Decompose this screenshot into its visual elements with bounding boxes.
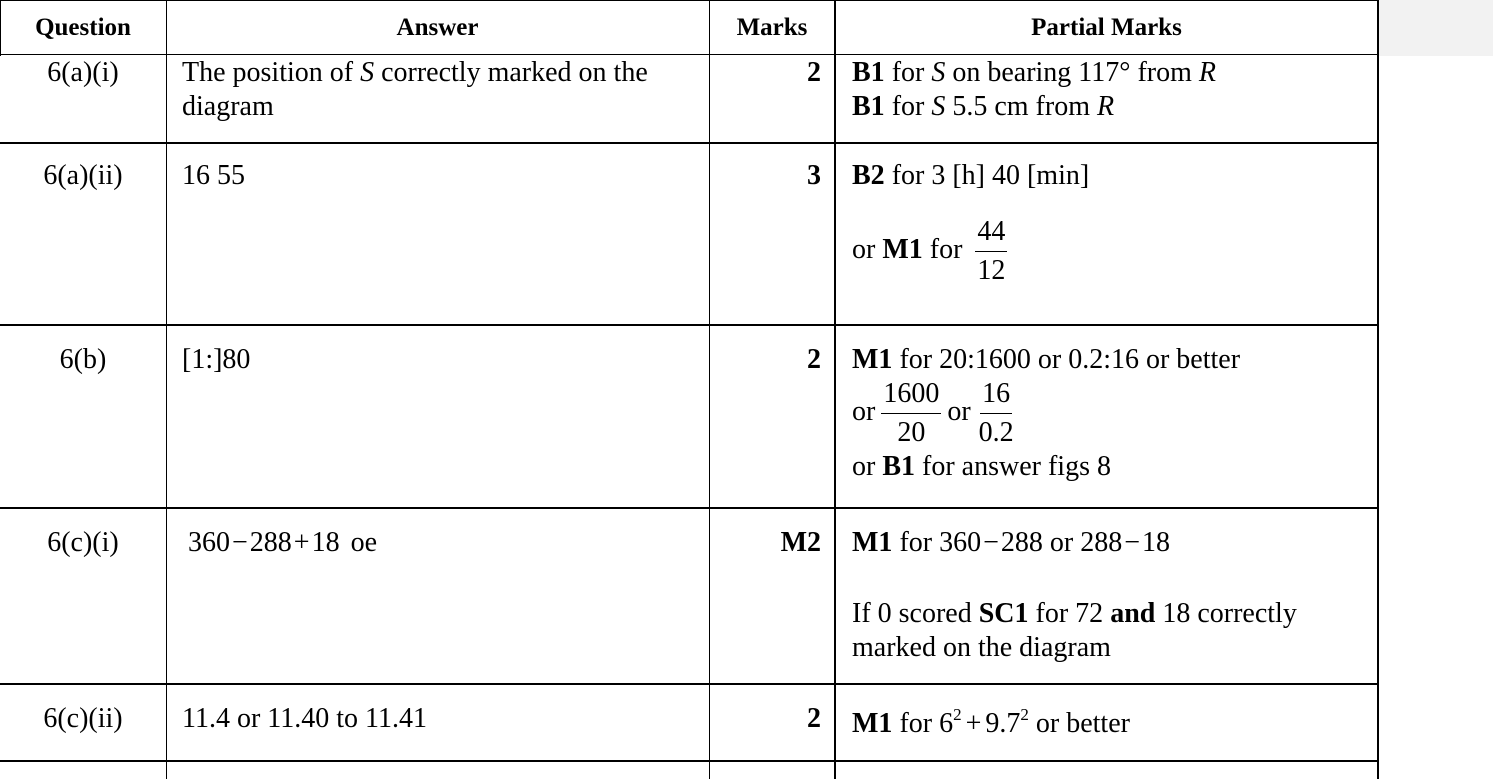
question-number: 6(a)(ii) [43, 160, 123, 191]
partial-marks-cell [852, 159, 1372, 288]
partial-line: or B1 for answer figs 8 [852, 451, 1111, 482]
partial-marks-cell [852, 707, 1372, 741]
partial-marks-cell [852, 526, 1372, 665]
marks-value: M2 [780, 527, 821, 558]
partial-line: B1 for S 5.5 cm from R [852, 91, 1115, 122]
partial-marks-cell [852, 343, 1372, 484]
fraction: $\frac{16}{0.2}$ [978, 378, 1014, 448]
partial-line: B2 for 3 [h] 40 [min] [852, 160, 1090, 191]
partial-line: or $\frac{1600}{20}$ or $\frac{16}{0.2}$ [852, 378, 1014, 448]
partial-line: or M1 for $\frac{44}{12}$ [852, 216, 1006, 286]
answer-cell: The position of S correctly marked on the diagram [182, 57, 648, 122]
question-number: 6(b) [59, 344, 107, 375]
header-answer: Answer [166, 0, 709, 55]
marks-value: 2 [807, 703, 821, 734]
row-divider [0, 760, 1378, 762]
fraction: $\frac{1600}{20}$ [883, 378, 940, 448]
partial-line: M1 for 20:1600 or 0.2:16 or better [852, 344, 1241, 375]
grid-line [834, 0, 836, 779]
partial-line: B1 for S on bearing 117° from R [852, 57, 1216, 88]
grid-line [709, 0, 710, 779]
answer-cell: 360−288+18 oe [188, 527, 378, 558]
partial-marks-cell [852, 56, 1372, 124]
grid-line [0, 0, 1, 56]
fraction: $\frac{44}{12}$ [977, 216, 1006, 286]
answer-cell: [1:]80 [182, 344, 251, 375]
header-partial-marks: Partial Marks [835, 0, 1378, 55]
partial-line: M1 for 360−288 or 288−18 [852, 527, 1171, 558]
grid-line [166, 0, 167, 779]
header-shade [1378, 0, 1493, 56]
row-divider [0, 324, 1378, 326]
marks-value: 2 [807, 57, 821, 88]
grid-line [1377, 0, 1379, 779]
row-divider [0, 683, 1378, 685]
row-divider [0, 142, 1378, 144]
partial-line: If 0 scored SC1 for 72 and 18 correctly marked on the diagram [852, 598, 1297, 663]
partial-line: M1 for $6^2 + 9.7^2$ or better [852, 705, 1130, 739]
question-number: 6(c)(ii) [43, 703, 123, 734]
marks-value: 2 [807, 344, 821, 375]
question-number: 6(c)(i) [47, 527, 119, 558]
marks-value: 3 [807, 160, 821, 191]
answer-cell: 11.4 or 11.40 to 11.41 [182, 703, 427, 734]
row-divider [0, 507, 1378, 509]
question-number: 6(a)(i) [47, 57, 119, 88]
answer-cell: 16 55 [182, 160, 245, 191]
header-marks: Marks [709, 0, 835, 55]
header-question: Question [0, 0, 166, 55]
